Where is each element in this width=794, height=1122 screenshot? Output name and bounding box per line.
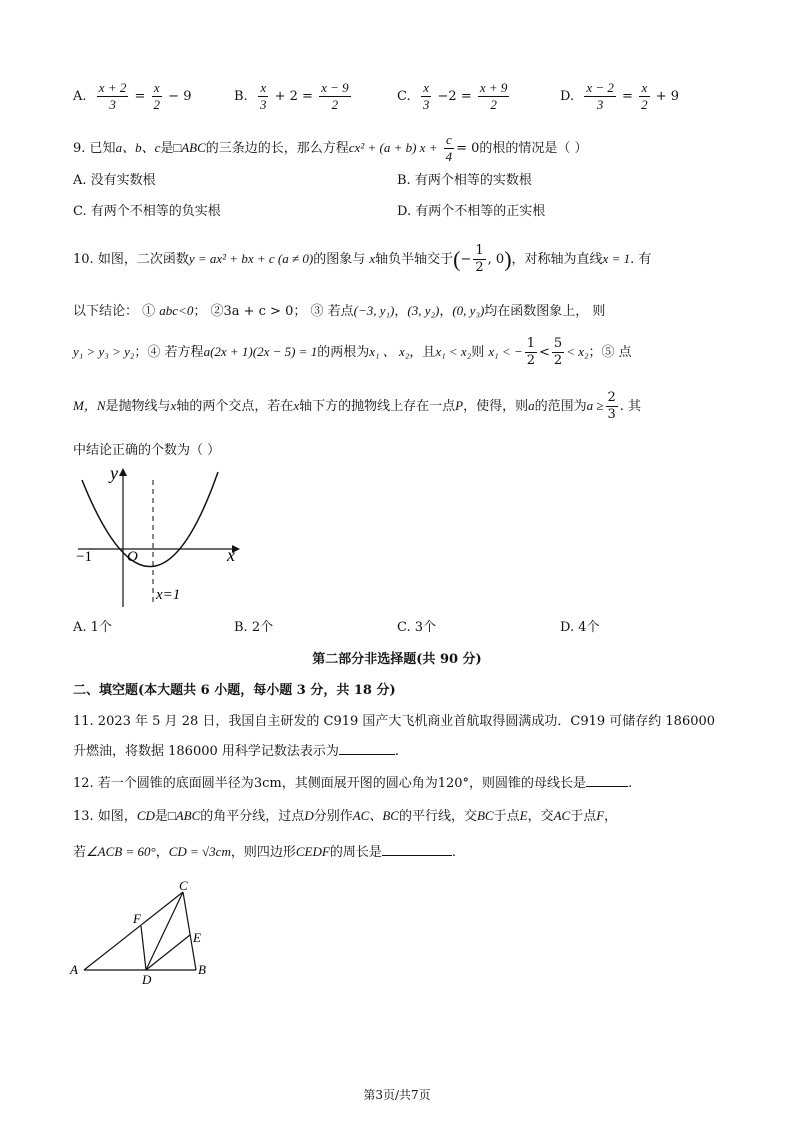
q8-option-c: C. $\frac{x}{3}$ −2 = $\frac{x + 9}{2}$ (397, 80, 508, 112)
q11-answer-blank[interactable] (339, 742, 395, 755)
segment-ac (84, 892, 183, 970)
q10-option-c: C. 3个 (397, 620, 437, 635)
segment-cd (146, 892, 183, 970)
q10-option-a: A. 1个 (73, 620, 112, 635)
q10-line-2: 以下结论： ① abc<0； ②3a + c > 0； ③ 若点(−3, y₁)，(3, y₂)，(0, y₃)均在函数图象上， 则 (73, 303, 606, 319)
segment-df (141, 926, 146, 970)
q10-option-b: B. 2个 (234, 620, 274, 635)
page-footer: 第3页/共7页 (363, 1088, 431, 1102)
q12-answer-blank[interactable] (586, 774, 628, 787)
segment-de (146, 935, 190, 970)
label-c: C (179, 880, 188, 893)
q10-line-5: 中结论正确的个数为（ ） (73, 443, 221, 458)
q13-line-1: 13. 如图，CD是□ABC的角平分线，过点D分别作AC、BC的平行线，交BC于点E，交AC于点F， (73, 808, 618, 824)
q11-line-2: 升燃油，将数据 186000 用科学记数法表示为 . (73, 744, 400, 759)
label-e: E (193, 930, 201, 945)
q13-answer-blank[interactable] (382, 843, 452, 856)
q9-option-d: D. 有两个不相等的正实根 (397, 204, 546, 219)
q9-stem: 9. 已知a、b、c是□ABC的三条边的长，那么方程cx² + (a + b) x + $\frac{c}{4}$ = 0的根的情况是（ ） (73, 132, 588, 164)
label-d: D (142, 972, 152, 987)
q13-triangle-figure (68, 880, 218, 990)
q13-line-2: 若∠ACB = 60°，CD = √3cm，则四边形CEDF的周长是 . (73, 844, 456, 860)
neg-one-label: −1 (76, 549, 92, 565)
x-axis-label: x (227, 545, 235, 565)
q12-stem: 12. 若一个圆锥的底面圆半径为3cm，其侧面展开图的圆心角为120°，则圆锥的母线长是 . (73, 776, 633, 791)
label-a: A (70, 962, 78, 977)
q9-option-a: A. 没有实数根 (73, 173, 156, 188)
q11-line-1: 11. 2023 年 5 月 28 日，我国自主研发的 C919 国产大飞机商业首航取得圆满成功．C919 可储存约 186000 (73, 714, 716, 729)
q10-option-d: D. 4个 (560, 620, 600, 635)
q10-line-1: 10. 如图，二次函数y = ax² + bx + c (a ≠ 0)的图象与 x轴负半轴交于(− $\frac{1}{2}$ , 0)，对称轴为直线x = 1. 有 (73, 243, 652, 275)
q8-option-b: B. $\frac{x}{3}$ + 2 = $\frac{x - 9}{2}$ (234, 80, 349, 112)
symmetry-axis-label: x=1 (156, 587, 181, 603)
y-axis-arrow (119, 468, 127, 476)
q9-option-c: C. 有两个不相等的负实根 (73, 204, 221, 219)
label-f: F (133, 911, 141, 926)
q8-option-d: D. $\frac{x - 2}{3}$ = $\frac{x}{2}$ + 9 (560, 80, 680, 112)
origin-label: O (127, 549, 138, 565)
q10-line-4: M，N是抛物线与x轴的两个交点，若在x轴下方的抛物线上存在一点P，使得，则a的范围为a ≥ $\frac{2}{3}$ . 其 (73, 390, 642, 422)
section2-title: 二、填空题(本大题共 6 小题，每小题 3 分，共 18 分) (73, 683, 396, 698)
parabola-curve (82, 472, 218, 567)
q10-parabola-figure (70, 462, 250, 612)
y-axis-label: y (110, 463, 118, 483)
q9-option-b: B. 有两个相等的实数根 (397, 173, 532, 188)
q8-option-a: A. $\frac{x + 2}{3}$ = $\frac{x}{2}$ − 9 (73, 80, 192, 112)
q10-line-3: y₁ > y₃ > y₂；④ 若方程a(2x + 1)(2x − 5) = 1的两根为x₁ 、 x₂，且x₁ < x₂则 x₁ < − $\frac{1}{2}$ < $\frac{5}{2}$ < x₂；⑤ 点 (73, 336, 632, 368)
part2-title: 第二部分非选择题(共 90 分) (312, 652, 482, 667)
label-b: B (198, 962, 206, 977)
